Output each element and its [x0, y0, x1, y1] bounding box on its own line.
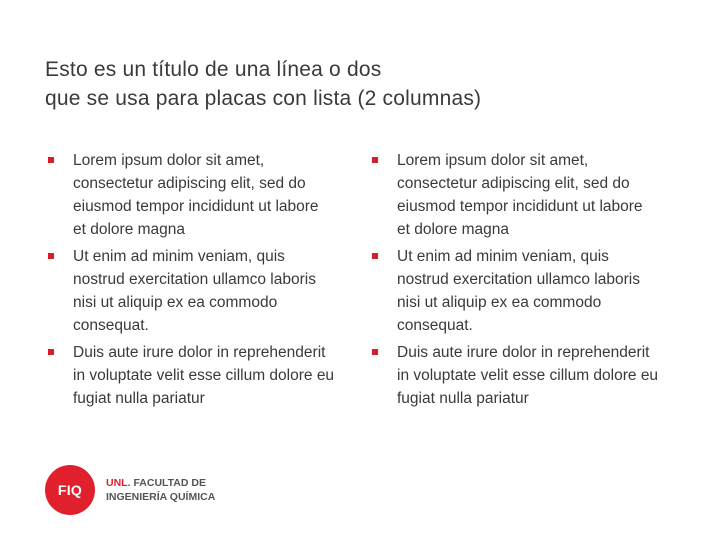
square-bullet-icon [48, 253, 54, 259]
list-column-left [45, 149, 335, 414]
list-item-text: Ut enim ad minim veniam, quis nostrud exercitation ullamco laboris nisi ut aliquip ex ea commodo consequat. [73, 248, 316, 334]
list-column-right [369, 149, 659, 414]
list-item [369, 149, 659, 241]
list-item [45, 149, 335, 241]
list-item-text: Duis aute irure dolor in reprehenderit in voluptate velit esse cillum dolore eu fugiat nulla pariatur [397, 344, 659, 407]
list-item-text: Lorem ipsum dolor sit amet, consectetur adipiscing elit, sed do eiusmod tempor incididunt ut labore et dolore magna [397, 152, 643, 238]
title-line-2: que se usa para placas con lista (2 columnas) [45, 87, 482, 110]
logo-line-2: INGENIERÍA QUÍMICA [106, 491, 216, 503]
list-item-text: Lorem ipsum dolor sit amet, consectetur adipiscing elit, sed do eiusmod tempor incididunt ut labore et dolore magna [73, 152, 319, 238]
title-line-1: Esto es un título de una línea o dos [45, 58, 382, 81]
list-item [45, 341, 335, 410]
logo-unl: UNL [106, 477, 128, 489]
bullet-list [369, 149, 659, 410]
square-bullet-icon [372, 253, 378, 259]
list-item-text: Duis aute irure dolor in reprehenderit in voluptate velit esse cillum dolore eu fugiat nulla pariatur [73, 344, 335, 407]
bullet-list [45, 149, 335, 410]
list-item [45, 245, 335, 337]
square-bullet-icon [48, 349, 54, 355]
logo-line-1: FACULTAD DE [133, 477, 206, 489]
list-item [369, 245, 659, 337]
list-item-text: Ut enim ad minim veniam, quis nostrud exercitation ullamco laboris nisi ut aliquip ex ea commodo consequat. [397, 248, 640, 334]
logo-badge-text: FIQ [57, 482, 83, 498]
slide-title [45, 55, 685, 113]
square-bullet-icon [372, 157, 378, 163]
list-item [369, 341, 659, 410]
square-bullet-icon [48, 157, 54, 163]
faculty-logo [45, 465, 245, 515]
logo-wordmark: UNL. FACULTAD DE INGENIERÍA QUÍMICA [106, 477, 216, 503]
square-bullet-icon [372, 349, 378, 355]
fiq-logo-icon [45, 465, 95, 515]
